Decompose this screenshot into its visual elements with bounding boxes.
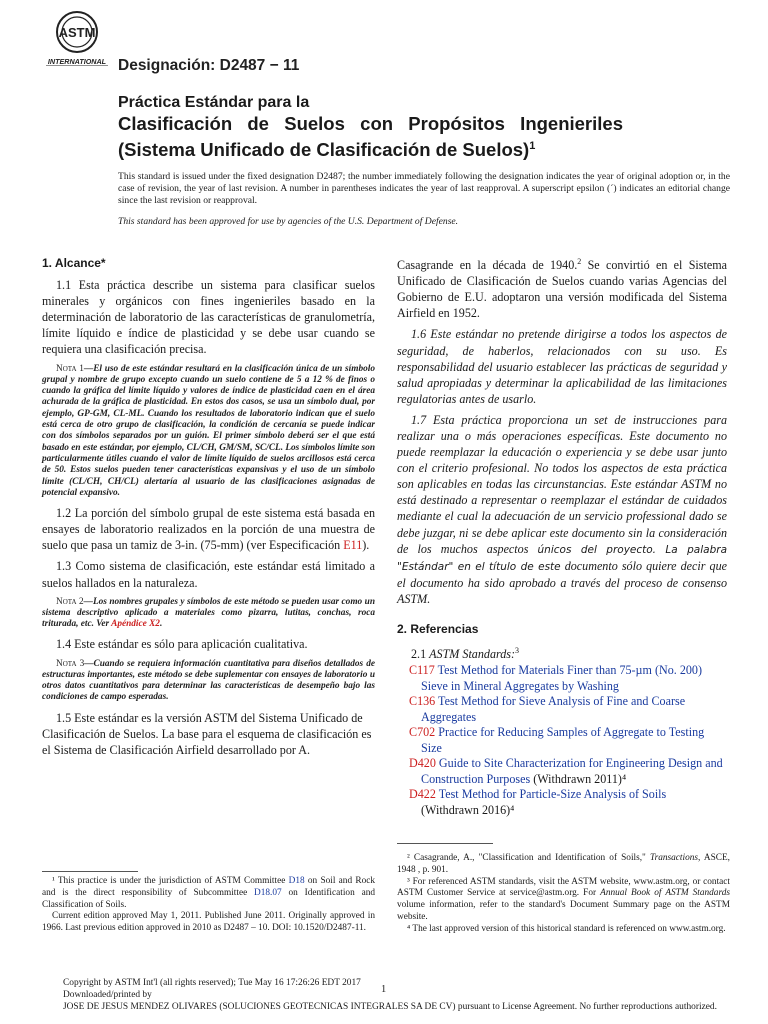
link-e11[interactable]: E11 xyxy=(343,538,363,553)
link-appendix-x2[interactable]: Apéndice X2 xyxy=(111,619,160,630)
footnotes-left xyxy=(42,876,375,935)
footnote-4: ⁴ The last approved version of this historical standard is referenced on www.astm.org. xyxy=(407,923,726,934)
reference-title-link[interactable]: Test Method for Materials Finer than 75-µm (No. 200) Sieve in Mineral Aggregates by Washing xyxy=(421,663,702,693)
paragraph-1-5 xyxy=(42,710,375,758)
paragraph-continued-text: Casagrande en la década de 1940. xyxy=(397,258,578,273)
left-column xyxy=(42,255,375,763)
footnote-3-book: Annual Book of ASTM Standards xyxy=(600,888,730,899)
paragraph-1-7-text: 1.7 Esta práctica proporciona un set de instrucciones para realizar una o más operaciones específicas. Este documento no puede reemplazar la educación o experiencia y se debe usar junto con el criterio profesional. No todos los aspectos de esta práctica son aplicables en todas las circunstancias. Este estándar ASTM no está destinado a representar o reemplazar el estándar de cuidados mediante el cual la adecuación de un servicio professional dado se debe juzgar, ni se debe aplicar este documento sin la consideración de los muchos aspectos xyxy=(397,412,727,556)
footnote-1-text-b: on Soil and Rock and is the direct responsibility of Subcommittee xyxy=(42,876,375,898)
logo-text: ASTM xyxy=(58,25,96,40)
reference-item xyxy=(397,725,727,756)
designation: Designación: D2487 − 11 xyxy=(118,57,300,74)
title-footnote-marker: 1 xyxy=(529,140,536,152)
paragraph-1-1: 1.1 Esta práctica describe un sistema para clasificar suelos minerales y orgánicos con fines ingenieriles basado en la determinación de laboratorio de las características de granulometría, límite líquido e índice de plasticidad y se debe usar cuando se requiera una clasificación precisa. xyxy=(42,278,375,357)
footnote-marker-3: 3 xyxy=(515,646,520,656)
reference-title-link[interactable]: Test Method for Particle-Size Analysis of Soils xyxy=(438,787,667,802)
footer-line-1: Copyright by ASTM Int'l (all rights reserved); Tue May 16 17:26:26 EDT 2017 xyxy=(63,978,361,988)
paragraph-2-1-label: 2.1 xyxy=(411,647,430,662)
paragraph-1-7 xyxy=(397,412,727,607)
footnote-3-end: volume information, refer to the standard's Document Summary page on the ASTM website. xyxy=(397,900,730,922)
note-3-text: —Cuando se requiera información cuantitativa para diseños detallados de estructuras importantes, este método se debe suplementar con ensayes de laboratorio u otros datos cuantitativos para determinar las características de desempeño bajo las condiciones de campo esperadas. xyxy=(42,658,375,703)
reference-title-link[interactable]: Practice for Reducing Samples of Aggregate to Testing Size xyxy=(421,725,705,755)
reference-item xyxy=(397,663,727,694)
title-line-1: Práctica Estándar para la xyxy=(118,94,310,111)
note-2 xyxy=(42,597,375,631)
footnote-divider-right xyxy=(397,843,493,844)
paragraph-2-1-title: ASTM Standards: xyxy=(429,647,516,662)
title-block xyxy=(118,93,638,161)
paragraph-continued-end: Se convirtió en el Sistema Unificado de Clasificación de Suelos cuando varias Agencias del Gobierno de E.U. adoptaron una versión modificada del Sistema Airfield en 1952. xyxy=(397,258,727,321)
reference-item xyxy=(397,756,727,787)
footnote-marker-2: 2 xyxy=(577,257,582,266)
reference-item xyxy=(397,694,727,725)
paragraph-1-5-end: . La base para el esquema de clasificación es el Sistema de Clasificación Airfield desarrollado por A. xyxy=(42,726,372,757)
issue-note: This standard is issued under the fixed designation D2487; the number immediately following the designation indicates the year of original adoption or, in the case of revision, the year of last revision. A number in parentheses indicates the year of last reapproval. A superscript epsilon (´) indicates an editorial change since the last revision or reapproval. xyxy=(118,171,730,207)
reference-code-link[interactable]: D420 xyxy=(409,756,436,771)
footnote-1 xyxy=(42,876,375,911)
copyright-footer xyxy=(63,978,753,1013)
reference-item xyxy=(397,787,727,818)
note-1-text: —El uso de este estándar resultará en la clasificación única de un símbolo grupal y nombre de grupo excepto cuando un suelo contiene de 5 a 12 % de finos o cuando la gráfica del límite líquido y valores de índice de plasticidad caen en el área achurada de la gráfica de plasticidad. En estos dos casos, se usa un símbolo dual, por ejemplo, GP-GM, CL-ML. Cuando los resultados de laboratorio indican que el suelo está cerca de otro grupo de clasificación, la condición de cercanía se puede indicar con dos símbolos separados por un guión. El primer símbolo deberá ser el que está basado en este estándar, por ejemplo, CL/CH, GM/SM, SC/CL. Los símbolos límite son particularmente útiles cuando el valor de límite líquido de suelos arcillosos está cerca de 50. Estos suelos pueden tener características expansivas y el uso de un símbolo límite (CL/CH, CH/CL) alertaría al usuario de las clasificaciones asignadas de potencial expansivo. xyxy=(42,363,376,498)
note-2-text: —Los nombres grupales y símbolos de este método se pueden usar como un sistema descriptivo aplicado a materiales como pizarra, lutitas, conchas, roca triturada, etc. Ver xyxy=(42,596,376,630)
title-line-3-text: (Sistema Unificado de Clasificación de Suelos) xyxy=(118,139,530,161)
section-1-heading: 1. Alcance* xyxy=(42,256,106,270)
reference-code-link[interactable]: C117 xyxy=(409,663,435,678)
footnote-2-end: , ASCE, 1948 , p. 901. xyxy=(397,853,730,875)
paragraph-1-4: 1.4 Este estándar es sólo para aplicación cualitativa. xyxy=(56,637,308,652)
title-line-2: Clasificación de Suelos con Propósitos Ingenieriles xyxy=(118,113,623,134)
footnote-2-text: ² Casagrande, A., "Classification and Identification of Soils," xyxy=(407,853,650,863)
astm-logo xyxy=(44,10,110,66)
reference-list xyxy=(397,663,727,818)
paragraph-1-7-end: documento sólo quiere decir que el documento ha sido aprobado a través del proceso de consenso ASTM. xyxy=(397,558,727,606)
paragraph-continued xyxy=(397,254,727,321)
page-number: 1 xyxy=(381,984,387,995)
link-d18[interactable]: D18 xyxy=(288,876,305,886)
reference-code-link[interactable]: C136 xyxy=(409,694,436,709)
footnotes-right xyxy=(397,853,730,936)
footer-line-3: JOSE DE JESUS MENDEZ OLIVARES (SOLUCIONES GEOTECNICAS INTEGRALES SA DE CV) pursuant to License Agreement. No further reproductions authorized. xyxy=(63,1001,717,1012)
defense-note: This standard has been approved for use by agencies of the U.S. Department of Defense. xyxy=(118,216,459,227)
note-3 xyxy=(42,659,375,704)
paragraph-1-5-text: 1.5 Este estándar es la versión ASTM del Sistema Unificado de Clasificación de Suelos xyxy=(42,710,363,741)
reference-extra: (Withdrawn 2011)⁴ xyxy=(530,771,627,786)
paragraph-1-7-handwritten: únicos del proyecto. La palabra "Estándar" en el título de este xyxy=(397,543,727,573)
paragraph-1-2-text: 1.2 La porción del símbolo grupal de este sistema está basada en ensayes de laboratorio realizados en la porción de una muestra de suelo que pasa un tamiz de 3-in. (75-mm) (ver Especificación xyxy=(42,506,375,553)
footnote-1-edition: Current edition approved May 1, 2011. Published June 2011. Originally approved in 1966. Last previous edition approved in 2010 as D2487 – 10. DOI: 10.1520/D2487-11. xyxy=(42,911,375,934)
paragraph-1-3: 1.3 Como sistema de clasificación, este estándar está limitado a suelos hallados en la naturaleza. xyxy=(42,559,375,590)
note-2-end: . xyxy=(159,619,163,630)
footnote-2-journal: Transactions xyxy=(649,853,698,863)
section-2-heading: 2. Referencias xyxy=(397,622,479,636)
reference-extra: (Withdrawn 2016)⁴ xyxy=(421,802,515,817)
title-line-3 xyxy=(118,135,638,161)
reference-code-link[interactable]: D422 xyxy=(409,787,436,802)
reference-title-link[interactable]: Test Method for Sieve Analysis of Fine and Coarse Aggregates xyxy=(421,694,686,724)
footnote-3-text: ³ For referenced ASTM standards, visit the ASTM website, www.astm.org, or contact ASTM Customer Service at service@astm.org. For xyxy=(397,876,730,899)
note-1 xyxy=(42,364,375,500)
note-1-label: Nota 1 xyxy=(56,363,84,374)
footnote-divider-left xyxy=(42,871,138,872)
note-2-label: Nota 2 xyxy=(56,596,84,607)
note-3-label: Nota 3 xyxy=(56,658,85,669)
paragraph-2-1 xyxy=(397,643,727,662)
footnote-2 xyxy=(397,853,730,877)
footnote-1-text: ¹ This practice is under the jurisdiction of ASTM Committee xyxy=(52,876,289,886)
paragraph-1-6: 1.6 Este estándar no pretende dirigirse a todos los aspectos de seguridad, de haberlos, relacionados con su uso. Es responsabilidad del usuario establecer las prácticas de seguridad y salud apropiadas y determinar la aplicabilidad de las limitaciones regulatorias antes de usarlo. xyxy=(397,327,727,406)
footer-line-2: Downloaded/printed by xyxy=(63,989,152,1000)
paragraph-1-2 xyxy=(42,505,375,553)
footnote-3 xyxy=(397,877,730,924)
logo-subtext: INTERNATIONAL xyxy=(47,57,107,66)
footnote-1-text-c: on Identification and Classification of Soils. xyxy=(42,887,375,910)
reference-code-link[interactable]: C702 xyxy=(409,725,436,740)
link-d18-07[interactable]: D18.07 xyxy=(254,887,282,898)
right-column xyxy=(397,254,727,818)
paragraph-1-2-end: ). xyxy=(362,538,370,553)
reference-title-link[interactable]: Guide to Site Characterization for Engineering Design and Construction Purposes xyxy=(421,756,723,786)
